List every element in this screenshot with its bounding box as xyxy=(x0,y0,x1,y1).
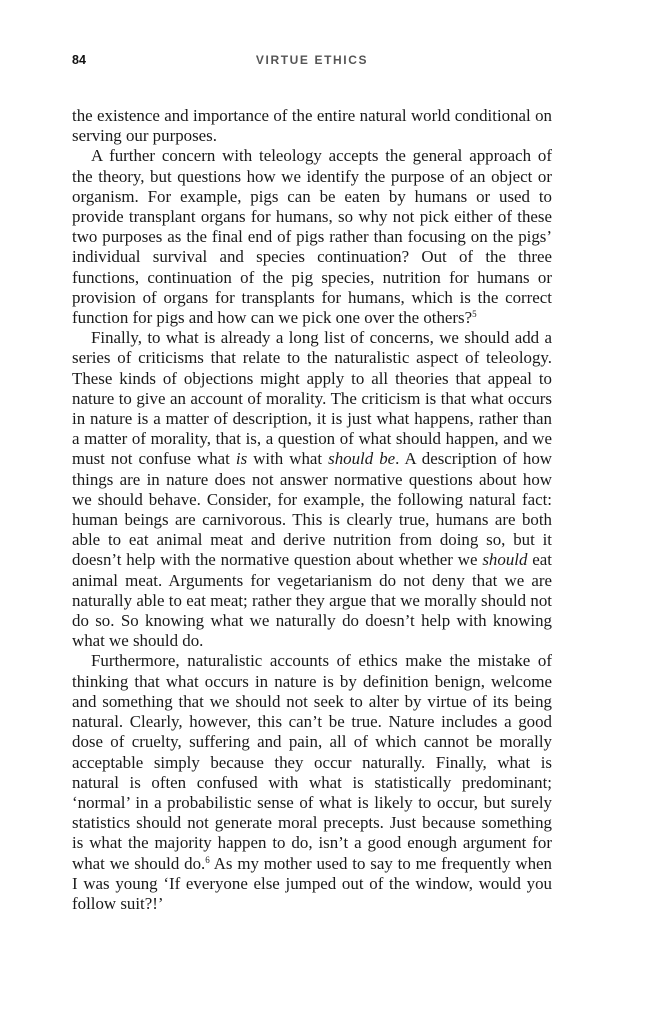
page-number: 84 xyxy=(72,53,86,67)
paragraph xyxy=(72,146,552,328)
text-run: eat animal meat. Arguments for vegetarianism do not deny that we are naturally able to eat meat; rather they argue that we morally should not do so. So knowing what we naturally do doesn’t help with knowing what we should do. xyxy=(72,550,552,651)
footnote-ref: 5 xyxy=(472,309,477,320)
paragraph xyxy=(72,651,552,914)
running-title: VIRTUE ETHICS xyxy=(255,53,369,67)
running-head xyxy=(72,53,552,73)
text-run: Furthermore, naturalistic accounts of ethics make the mistake of thinking that what occurs in nature is by definition benign, welcome and something that we should not seek to alter by virtue of its being natural. Clearly, however, this can’t be true. Nature includes a good dose of cruelty, suffering and pain, all of which cannot be morally acceptable simply because they occur naturally. Finally, what is natural is often confused with what is statistically predominant; ‘normal’ in a probabilistic sense of what is likely to occur, but surely statistics should not generate moral precepts. Just because something is what the majority happen to do, isn’t a good enough argument for what we should do. xyxy=(72,651,552,873)
text-run: . A description of how things are in nature does not answer normative questions about how we should behave. Consider, for example, the following natural fact: human beings are carnivorous. This is clearly true, humans are both able to eat animal meat and derive nutrition from doing so, but it doesn’t help with the normative question about whether we xyxy=(72,449,553,570)
paragraph xyxy=(72,328,552,651)
text-run: with what xyxy=(247,449,329,469)
body-text xyxy=(72,106,552,914)
italic-text: is xyxy=(235,449,248,469)
text-run: As my mother used to say to me frequently when I was young ‘If everyone else jumped out of the window, would you follow suit?!’ xyxy=(72,853,552,913)
text-run: A further concern with teleology accepts the general approach of the theory, but questions how we identify the purpose of an object or organism. For example, pigs can be eaten by humans or used to provide transplant organs for humans, so why not pick either of these two purposes as the final end of pigs rather than focusing on the pigs’ individual survival and species continuation? Out of the three functions, continuation of the pig species, nutrition for humans or provision of organs for transplants for humans, which is the correct function for pigs and how can we pick one over the others? xyxy=(72,146,552,328)
footnote-ref: 6 xyxy=(205,854,210,865)
text-run: the existence and importance of the entire natural world conditional on serving our purposes. xyxy=(72,106,552,146)
paragraph xyxy=(72,106,552,146)
italic-text: should be xyxy=(328,449,396,469)
text-run: Finally, to what is already a long list of concerns, we should add a series of criticisms that relate to the naturalistic aspect of teleology. These kinds of objections might apply to all theories that appeal to nature to give an account of morality. The criticism is that what occurs in nature is a matter of description, it is just what happens, rather than a matter of morality, that is, a question of what should happen, and we must not confuse what xyxy=(72,328,552,469)
italic-text: should xyxy=(482,550,528,570)
